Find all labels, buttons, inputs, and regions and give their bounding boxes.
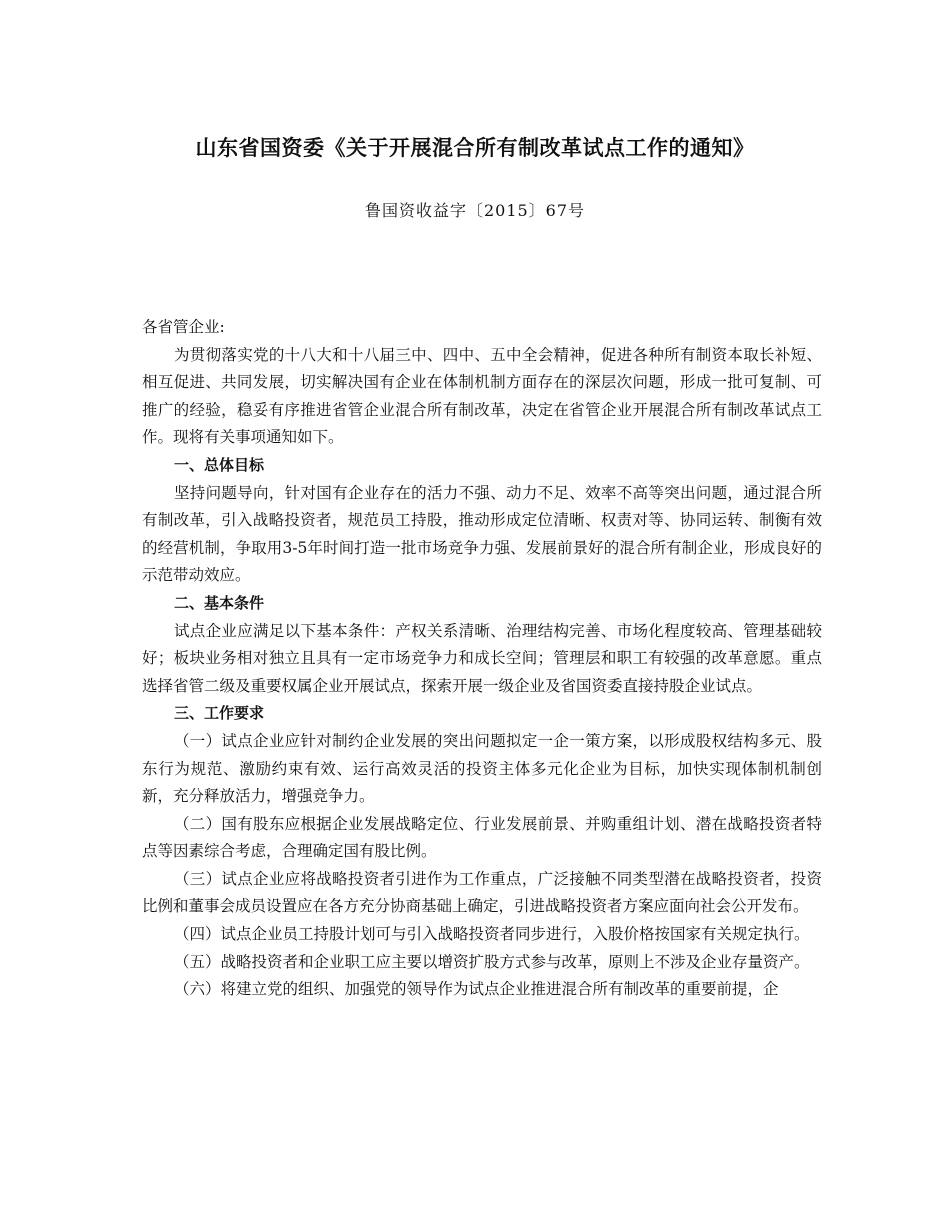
requirement-item-4: （四）试点企业员工持股计划可与引入战略投资者同步进行，入股价格按国家有关规定执行。	[174, 925, 810, 944]
section-text-conditions: 试点企业应满足以下基本条件：产权关系清晰、治理结构完善、市场化程度较高、管理基础较好；板块业务相对独立且具有一定市场竞争力和成长空间；管理层和职工有较强的改革意愿。重点选择省管二级及重要权属企业开展试点，探索开展一级企业及省国资委直接持股企业试点。	[142, 621, 822, 695]
document-body	[142, 314, 822, 1004]
section-heading-requirements: 三、工作要求	[174, 704, 265, 723]
intro-paragraph: 为贯彻落实党的十八大和十八届三中、四中、五中全会精神，促进各种所有制资本取长补短、相互促进、共同发展，切实解决国有企业在体制机制方面存在的深层次问题，形成一批可复制、可推广的经验，稳妥有序推进省管企业混合所有制改革，决定在省管企业开展混合所有制改革试点工作。现将有关事项通知如下。	[142, 345, 822, 447]
document-title: 山东省国资委《关于开展混合所有制改革试点工作的通知》	[195, 136, 755, 160]
requirement-item-6: （六）将建立党的组织、加强党的领导作为试点企业推进混合所有制改革的重要前提，企	[174, 980, 779, 999]
requirement-item-2: （二）国有股东应根据企业发展战略定位、行业发展前景、并购重组计划、潜在战略投资者特点等因素综合考虑，合理确定国有股比例。	[142, 814, 822, 861]
document-number: 鲁国资收益字〔2015〕67号	[364, 201, 586, 220]
section-heading-conditions: 二、基本条件	[174, 593, 265, 612]
salutation: 各省管企业:	[142, 318, 225, 336]
section-heading-goals: 一、总体目标	[174, 455, 265, 474]
requirement-item-5: （五）战略投资者和企业职工应主要以增资扩股方式参与改革，原则上不涉及企业存量资产。	[174, 952, 810, 971]
requirement-item-1: （一）试点企业应针对制约企业发展的突出问题拟定一企一策方案，以形成股权结构多元、股东行为规范、激励约束有效、运行高效灵活的投资主体多元化企业为目标，加快实现体制机制创新，充分释放活力，增强竞争力。	[142, 731, 822, 806]
section-text-goals: 坚持问题导向，针对国有企业存在的活力不强、动力不足、效率不高等突出问题，通过混合所有制改革，引入战略投资者，规范员工持股，推动形成定位清晰、权责对等、协同运转、制衡有效的经营机制，争取用3-5年时间打造一批市场竞争力强、发展前景好的混合所有制企业，形成良好的示范带动效应。	[142, 483, 822, 585]
requirement-item-3: （三）试点企业应将战略投资者引进作为工作重点，广泛接触不同类型潜在战略投资者，投资比例和董事会成员设置应在各方充分协商基础上确定，引进战略投资者方案应面向社会公开发布。	[142, 869, 822, 916]
